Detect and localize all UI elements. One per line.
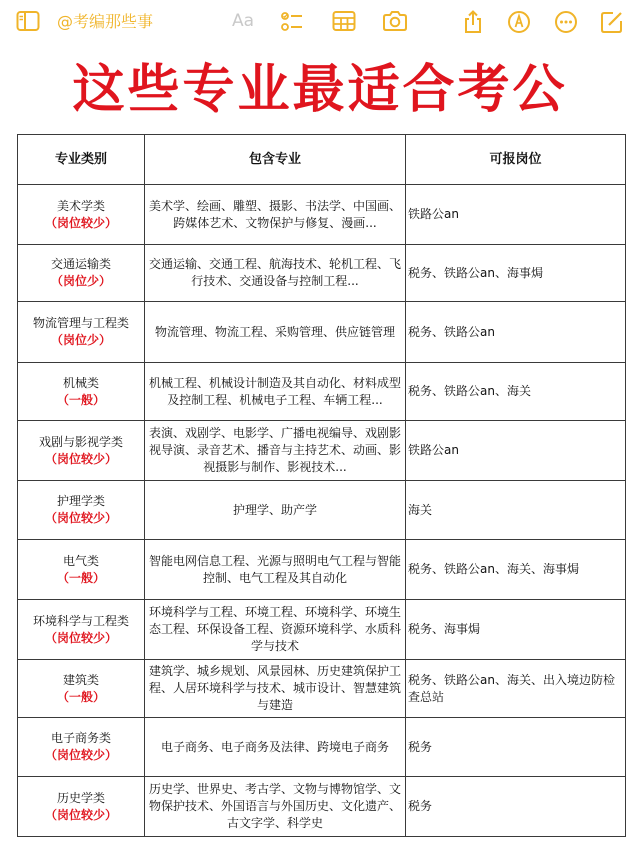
category-cell [18, 421, 145, 481]
majors-cell: 护理学、助产学 [145, 481, 406, 540]
majors-cell: 机械工程、机械设计制造及其自动化、材料成型及控制工程、机械电子工程、车辆工程... [145, 363, 406, 421]
category-cell [18, 302, 145, 363]
position-level: （岗位少） [50, 274, 111, 288]
table-row [18, 363, 626, 421]
position-level: （岗位较少） [44, 807, 117, 822]
category-cell [18, 245, 145, 302]
position-level: （一般） [56, 689, 105, 704]
notes-toolbar [0, 0, 640, 44]
category-name: 历史学类 [56, 790, 105, 805]
table-row [18, 660, 626, 718]
position-level: （岗位较少） [44, 511, 117, 525]
share-icon[interactable] [463, 10, 483, 34]
markup-icon[interactable] [507, 10, 531, 34]
category-cell [18, 718, 145, 777]
position-level: （一般） [56, 570, 105, 585]
category-cell [18, 185, 145, 245]
table-row [18, 777, 626, 837]
posts-cell: 铁路公an [406, 421, 626, 481]
category-name: 戏剧与影视学类 [38, 434, 123, 449]
checklist-icon[interactable] [281, 10, 303, 34]
sidebar-icon[interactable] [16, 10, 40, 32]
table-row [18, 600, 626, 660]
position-level: （岗位少） [50, 333, 111, 347]
position-level: （岗位较少） [44, 630, 117, 645]
majors-cell: 电子商务、电子商务及法律、跨境电子商务 [145, 718, 406, 777]
category-cell [18, 363, 145, 421]
table-row [18, 540, 626, 600]
category-cell [18, 540, 145, 600]
category-name: 机械类 [62, 375, 99, 390]
position-level: （岗位较少） [44, 748, 117, 762]
header-posts: 可报岗位 [406, 135, 626, 185]
format-text-button[interactable]: Aa [232, 11, 255, 31]
category-name: 交通运输类 [50, 257, 111, 271]
table-icon[interactable] [332, 10, 356, 32]
category-name: 建筑类 [62, 672, 99, 687]
position-level: （岗位较少） [44, 451, 117, 466]
posts-cell: 铁路公an [406, 185, 626, 245]
header-category: 专业类别 [18, 135, 145, 185]
category-name: 护理学类 [56, 494, 105, 508]
table-row [18, 185, 626, 245]
position-level: （一般） [56, 392, 105, 407]
posts-cell: 税务、海事焗 [406, 600, 626, 660]
category-cell [18, 777, 145, 837]
majors-table [17, 134, 626, 837]
majors-cell: 表演、戏剧学、电影学、广播电视编导、戏剧影视导演、录音艺术、播音与主持艺术、动画、影视摄影与制作、影视技术... [145, 421, 406, 481]
category-cell [18, 600, 145, 660]
posts-cell: 税务、铁路公an、海关、出入境边防检查总站 [406, 660, 626, 718]
category-name: 电子商务类 [50, 731, 111, 745]
posts-cell: 税务 [406, 718, 626, 777]
table-row [18, 718, 626, 777]
majors-cell: 环境科学与工程、环境工程、环境科学、环境生态工程、环保设备工程、资源环境科学、水质科学与技术 [145, 600, 406, 660]
table-row [18, 245, 626, 302]
posts-cell: 税务、铁路公an、海关、海事焗 [406, 540, 626, 600]
position-level: （岗位较少） [44, 215, 117, 230]
majors-cell: 物流管理、物流工程、采购管理、供应链管理 [145, 302, 406, 363]
posts-cell: 税务、铁路公an、海事焗 [406, 245, 626, 302]
page-title: 这些专业最适合考公 [72, 60, 568, 120]
category-cell [18, 481, 145, 540]
compose-icon[interactable] [600, 10, 624, 34]
majors-cell: 智能电网信息工程、光源与照明电气工程与智能控制、电气工程及其自动化 [145, 540, 406, 600]
posts-cell: 海关 [406, 481, 626, 540]
majors-cell: 交通运输、交通工程、航海技术、轮机工程、飞行技术、交通设备与控制工程... [145, 245, 406, 302]
category-name: 环境科学与工程类 [32, 613, 129, 628]
posts-cell: 税务、铁路公an、海关 [406, 363, 626, 421]
watermark-handle: @考编那些事 [57, 12, 154, 31]
more-icon[interactable] [554, 10, 578, 34]
category-name: 物流管理与工程类 [32, 316, 129, 330]
header-majors: 包含专业 [145, 135, 406, 185]
majors-cell: 历史学、世界史、考古学、文物与博物馆学、文物保护技术、外国语言与外国历史、文化遗产、古文字学、科学史 [145, 777, 406, 837]
table-header-row [18, 135, 626, 185]
camera-icon[interactable] [382, 10, 408, 32]
table-row [18, 481, 626, 540]
posts-cell: 税务 [406, 777, 626, 837]
majors-cell: 建筑学、城乡规划、风景园林、历史建筑保护工程、人居环境科学与技术、城市设计、智慧建筑与建造 [145, 660, 406, 718]
category-cell [18, 660, 145, 718]
category-name: 美术学类 [56, 198, 105, 213]
table-row [18, 421, 626, 481]
majors-cell: 美术学、绘画、雕塑、摄影、书法学、中国画、跨媒体艺术、文物保护与修复、漫画... [145, 185, 406, 245]
table-row [18, 302, 626, 363]
posts-cell: 税务、铁路公an [406, 302, 626, 363]
category-name: 电气类 [62, 553, 99, 568]
